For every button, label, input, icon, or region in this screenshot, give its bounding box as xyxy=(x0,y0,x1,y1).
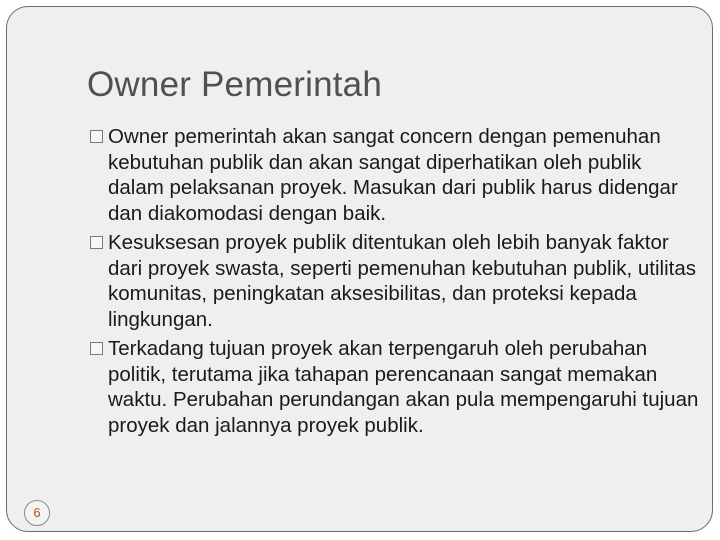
bullet-text: Owner pemerintah akan sangat concern dengan pemenuhan kebutuhan publik dan akan sangat diperhatikan oleh publik dalam pelaksanan proyek. Masukan dari publik harus didengar dan diakomodasi dengan baik. xyxy=(108,125,678,225)
checkbox-square-icon xyxy=(90,342,103,355)
bullet-text: Kesuksesan proyek publik ditentukan oleh lebih banyak faktor dari proyek swasta, seperti pemenuhan kebutuhan publik, utilitas komunitas, peningkatan aksesibilitas, dan proteksi kepada lingkungan. xyxy=(108,231,697,331)
checkbox-square-icon xyxy=(90,130,103,143)
slide-frame xyxy=(6,6,713,532)
slide-title: Owner Pemerintah xyxy=(87,65,382,104)
bullet-list xyxy=(87,124,699,442)
bullet-item xyxy=(87,336,699,438)
bullet-text: Terkadang tujuan proyek akan terpengaruh oleh perubahan politik, terutama jika tahapan perencanaan sangat memakan waktu. Perubahan perundangan akan pula mempengaruhi tujuan proyek dan jalannya proyek publik. xyxy=(108,337,699,437)
checkbox-square-icon xyxy=(90,236,103,249)
page-number: 6 xyxy=(24,500,50,526)
bullet-item xyxy=(87,124,699,226)
bullet-item xyxy=(87,230,699,332)
